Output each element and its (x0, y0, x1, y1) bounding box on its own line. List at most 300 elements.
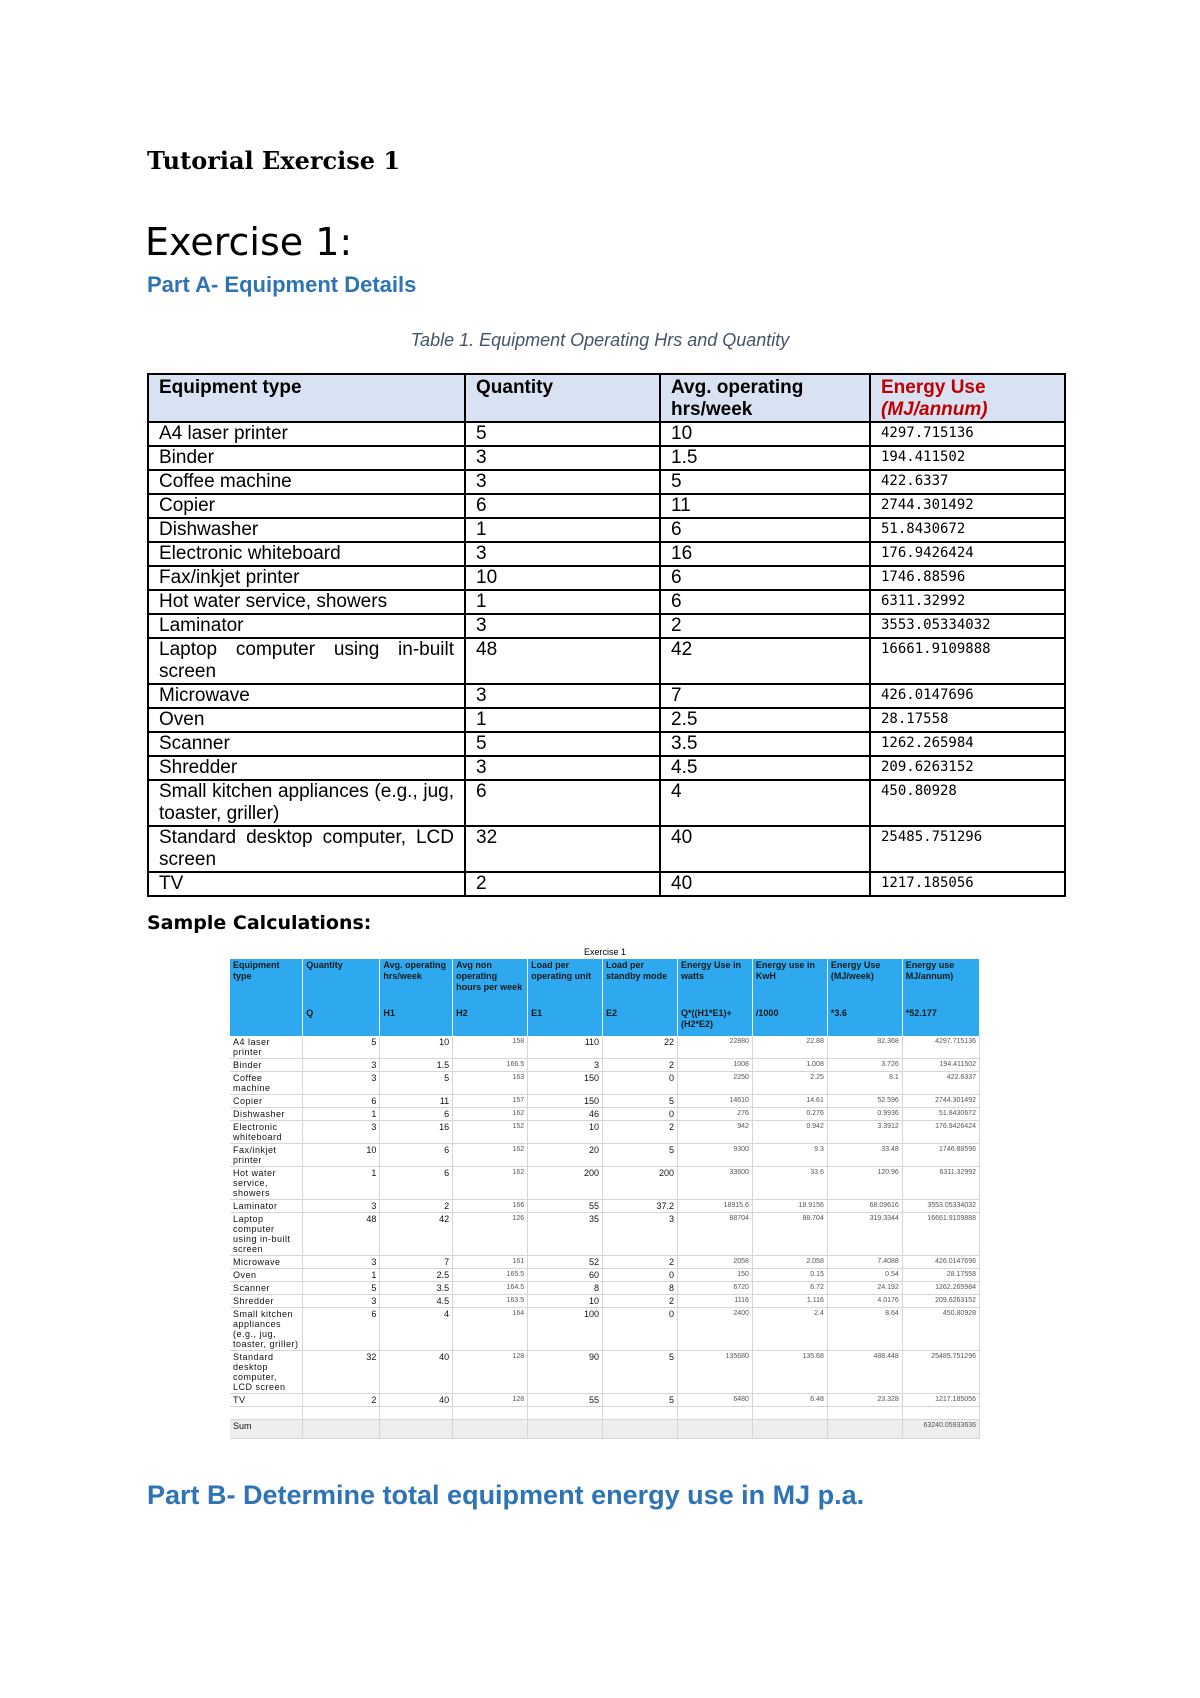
spreadsheet-header-cell: Load per standby mode (603, 959, 678, 1007)
spreadsheet-cell: 3.3912 (827, 1121, 902, 1144)
spreadsheet-cell: 164 (453, 1308, 528, 1351)
header-energy-unit: (MJ/annum) (881, 399, 988, 420)
table-row (148, 684, 1065, 708)
spreadsheet-cell: 110 (528, 1036, 603, 1059)
equipment-type-cell: Coffee machine (148, 470, 465, 494)
spreadsheet-header-cell: Energy use in KwH (752, 959, 827, 1007)
spreadsheet-cell: 3 (603, 1213, 678, 1256)
spreadsheet-cell: 23.328 (827, 1394, 902, 1407)
equipment-type-cell: Small kitchen appliances (e.g., jug, toaster, griller) (148, 780, 465, 826)
spreadsheet-row (230, 1282, 980, 1295)
spreadsheet-row (230, 1213, 980, 1256)
hours-cell: 7 (660, 684, 870, 708)
spreadsheet-cell (677, 1420, 752, 1439)
spreadsheet-blank-row (230, 1407, 980, 1420)
equipment-table-header (148, 374, 1065, 422)
spreadsheet-cell: 0.15 (752, 1269, 827, 1282)
spreadsheet-formula-cell (230, 1007, 303, 1036)
table-row (148, 542, 1065, 566)
quantity-cell: 3 (465, 756, 660, 780)
spreadsheet-cell: 4.0176 (827, 1295, 902, 1308)
spreadsheet-cell (380, 1420, 453, 1439)
spreadsheet-row (230, 1072, 980, 1095)
spreadsheet-cell: 128 (453, 1351, 528, 1394)
equipment-type-cell: TV (148, 872, 465, 896)
spreadsheet-cell: 22 (603, 1036, 678, 1059)
spreadsheet-cell: 1.5 (380, 1059, 453, 1072)
spreadsheet-row (230, 1256, 980, 1269)
spreadsheet-cell: 1116 (677, 1295, 752, 1308)
spreadsheet-cell: 0.9936 (827, 1108, 902, 1121)
spreadsheet-row (230, 1121, 980, 1144)
spreadsheet-cell: 161 (453, 1256, 528, 1269)
spreadsheet-header-cell: Energy use MJ/annum) (902, 959, 979, 1007)
part-a-heading: Part A- Equipment Details (147, 272, 417, 297)
energy-use-cell: 25485.751296 (870, 826, 1065, 872)
spreadsheet-cell: 6 (380, 1167, 453, 1200)
spreadsheet-cell: 3 (303, 1072, 380, 1095)
spreadsheet-cell: 6480 (677, 1394, 752, 1407)
equipment-type-cell: Binder (148, 446, 465, 470)
quantity-cell: 1 (465, 708, 660, 732)
spreadsheet-cell: 162 (453, 1108, 528, 1121)
spreadsheet-cell: 5 (603, 1351, 678, 1394)
spreadsheet-cell: 20 (528, 1144, 603, 1167)
spreadsheet-cell (303, 1420, 380, 1439)
spreadsheet-cell: Shredder (230, 1295, 303, 1308)
spreadsheet-cell: 14610 (677, 1095, 752, 1108)
spreadsheet-cell: 166 (453, 1200, 528, 1213)
spreadsheet-cell: 2 (380, 1200, 453, 1213)
spreadsheet-row (230, 1394, 980, 1407)
spreadsheet-image (230, 945, 980, 1439)
quantity-cell: 2 (465, 872, 660, 896)
spreadsheet-cell: 40 (380, 1394, 453, 1407)
spreadsheet-cell: 8 (603, 1282, 678, 1295)
spreadsheet-cell: 1 (303, 1167, 380, 1200)
spreadsheet-row (230, 1167, 980, 1200)
hours-cell: 11 (660, 494, 870, 518)
spreadsheet-cell: 33.48 (827, 1144, 902, 1167)
spreadsheet-cell (603, 1420, 678, 1439)
spreadsheet-sum-row (230, 1420, 980, 1439)
hours-cell: 6 (660, 518, 870, 542)
spreadsheet-cell: 2 (603, 1295, 678, 1308)
spreadsheet-cell: 157 (453, 1095, 528, 1108)
spreadsheet-cell: 52.596 (827, 1095, 902, 1108)
spreadsheet-cell: 120.96 (827, 1167, 902, 1200)
hours-cell: 42 (660, 638, 870, 684)
quantity-cell: 6 (465, 780, 660, 826)
spreadsheet-cell: 2.058 (752, 1256, 827, 1269)
spreadsheet-cell: 9.3 (752, 1144, 827, 1167)
spreadsheet-cell: Dishwasher (230, 1108, 303, 1121)
document-title: Tutorial Exercise 1 (147, 146, 401, 175)
quantity-cell: 10 (465, 566, 660, 590)
spreadsheet-cell: 135.68 (752, 1351, 827, 1394)
spreadsheet-cell: 18915.6 (677, 1200, 752, 1213)
spreadsheet-cell: 55 (528, 1200, 603, 1213)
spreadsheet-cell: 128 (453, 1394, 528, 1407)
energy-use-cell: 422.6337 (870, 470, 1065, 494)
spreadsheet-cell: 0 (603, 1269, 678, 1282)
spreadsheet-cell: 11 (380, 1095, 453, 1108)
spreadsheet-cell: 0 (603, 1108, 678, 1121)
hours-cell: 10 (660, 422, 870, 446)
spreadsheet-cell: Coffee machine (230, 1072, 303, 1095)
spreadsheet-formula-cell: *3.6 (827, 1007, 902, 1036)
hours-cell: 5 (660, 470, 870, 494)
quantity-cell: 3 (465, 542, 660, 566)
spreadsheet-cell: 2250 (677, 1072, 752, 1095)
table-row (148, 756, 1065, 780)
equipment-type-cell: A4 laser printer (148, 422, 465, 446)
spreadsheet-cell: 48 (303, 1213, 380, 1256)
equipment-table-body (148, 422, 1065, 896)
sum-value: 63240.05933636 (902, 1420, 979, 1439)
energy-use-cell: 28.17558 (870, 708, 1065, 732)
spreadsheet-cell: 2.4 (752, 1308, 827, 1351)
spreadsheet-cell: 88.704 (752, 1213, 827, 1256)
table-row (148, 518, 1065, 542)
spreadsheet-cell: 6720 (677, 1282, 752, 1295)
spreadsheet-cell: 450.80928 (902, 1308, 979, 1351)
energy-use-cell: 194.411502 (870, 446, 1065, 470)
quantity-cell: 1 (465, 518, 660, 542)
spreadsheet-cell: 164.5 (453, 1282, 528, 1295)
spreadsheet-cell: 4 (380, 1308, 453, 1351)
spreadsheet-cell (453, 1420, 528, 1439)
spreadsheet-cell: 3.5 (380, 1282, 453, 1295)
spreadsheet-cell: 5 (303, 1036, 380, 1059)
spreadsheet-cell: 10 (528, 1121, 603, 1144)
spreadsheet-row (230, 1295, 980, 1308)
spreadsheet-cell: Electronic whiteboard (230, 1121, 303, 1144)
energy-use-cell: 176.9426424 (870, 542, 1065, 566)
spreadsheet-cell: 2058 (677, 1256, 752, 1269)
spreadsheet-cell: 162 (453, 1144, 528, 1167)
quantity-cell: 3 (465, 446, 660, 470)
quantity-cell: 48 (465, 638, 660, 684)
spreadsheet-cell: 2 (303, 1394, 380, 1407)
spreadsheet-cell: 3553.05334032 (902, 1200, 979, 1213)
spreadsheet-cell: 9300 (677, 1144, 752, 1167)
spreadsheet-cell: Scanner (230, 1282, 303, 1295)
spreadsheet-cell: 1.116 (752, 1295, 827, 1308)
spreadsheet-table (230, 959, 980, 1439)
table-row (148, 638, 1065, 684)
spreadsheet-cell: 6 (380, 1108, 453, 1121)
spreadsheet-header-cell: Quantity (303, 959, 380, 1007)
header-energy-use (870, 374, 1065, 422)
header-hours: Avg. operating hrs/week (660, 374, 870, 422)
hours-cell: 6 (660, 590, 870, 614)
spreadsheet-cell: 150 (677, 1269, 752, 1282)
spreadsheet-cell: 2 (603, 1256, 678, 1269)
energy-use-cell: 3553.05334032 (870, 614, 1065, 638)
spreadsheet-cell: 319.3344 (827, 1213, 902, 1256)
spreadsheet-cell: 0.942 (752, 1121, 827, 1144)
hours-cell: 4 (660, 780, 870, 826)
spreadsheet-formula-cell: Q (303, 1007, 380, 1036)
spreadsheet-cell: 942 (677, 1121, 752, 1144)
table-caption: Table 1. Equipment Operating Hrs and Quantity (410, 330, 790, 350)
equipment-type-cell: Electronic whiteboard (148, 542, 465, 566)
table-row (148, 494, 1065, 518)
spreadsheet-cell: 158 (453, 1036, 528, 1059)
hours-cell: 40 (660, 826, 870, 872)
spreadsheet-cell: 88704 (677, 1213, 752, 1256)
quantity-cell: 3 (465, 470, 660, 494)
quantity-cell: 5 (465, 732, 660, 756)
spreadsheet-row (230, 1036, 980, 1059)
energy-use-cell: 16661.9109888 (870, 638, 1065, 684)
spreadsheet-formula-cell: E1 (528, 1007, 603, 1036)
spreadsheet-cell: 3 (303, 1059, 380, 1072)
hours-cell: 3.5 (660, 732, 870, 756)
table-row (148, 614, 1065, 638)
spreadsheet-cell: 1746.88596 (902, 1144, 979, 1167)
quantity-cell: 1 (465, 590, 660, 614)
spreadsheet-cell: 166.5 (453, 1059, 528, 1072)
table-row (148, 708, 1065, 732)
spreadsheet-cell: 42 (380, 1213, 453, 1256)
quantity-cell: 5 (465, 422, 660, 446)
energy-use-cell: 4297.715136 (870, 422, 1065, 446)
energy-use-cell: 450.80928 (870, 780, 1065, 826)
spreadsheet-cell: 24.192 (827, 1282, 902, 1295)
spreadsheet-cell: 5 (603, 1394, 678, 1407)
spreadsheet-cell: 194.411502 (902, 1059, 979, 1072)
hours-cell: 2.5 (660, 708, 870, 732)
spreadsheet-cell: 7.4088 (827, 1256, 902, 1269)
equipment-type-cell: Scanner (148, 732, 465, 756)
energy-use-cell: 1746.88596 (870, 566, 1065, 590)
header-equipment-type: Equipment type (148, 374, 465, 422)
spreadsheet-cell: 6311.32992 (902, 1167, 979, 1200)
spreadsheet-cell: 2.5 (380, 1269, 453, 1282)
spreadsheet-formula-cell: /1000 (752, 1007, 827, 1036)
spreadsheet-header-cell: Energy Use (MJ/week) (827, 959, 902, 1007)
energy-use-cell: 2744.301492 (870, 494, 1065, 518)
table-row (148, 780, 1065, 826)
equipment-table (147, 373, 1066, 897)
spreadsheet-header-cell: Equipment type (230, 959, 303, 1007)
spreadsheet-cell: 33.6 (752, 1167, 827, 1200)
header-energy-label: Energy Use (881, 377, 986, 398)
equipment-type-cell: Hot water service, showers (148, 590, 465, 614)
table-row (148, 590, 1065, 614)
spreadsheet-cell: 3 (303, 1121, 380, 1144)
spreadsheet-cell: 2 (603, 1121, 678, 1144)
spreadsheet-cell: 4297.715136 (902, 1036, 979, 1059)
energy-use-cell: 1262.265984 (870, 732, 1065, 756)
spreadsheet-row (230, 1269, 980, 1282)
quantity-cell: 32 (465, 826, 660, 872)
quantity-cell: 6 (465, 494, 660, 518)
spreadsheet-cell: 6 (303, 1095, 380, 1108)
spreadsheet-cell: 1.008 (752, 1059, 827, 1072)
spreadsheet-cell: 10 (380, 1036, 453, 1059)
hours-cell: 2 (660, 614, 870, 638)
equipment-type-cell: Laptop computer using in-built screen (148, 638, 465, 684)
spreadsheet-cell: 22.88 (752, 1036, 827, 1059)
spreadsheet-row (230, 1144, 980, 1167)
spreadsheet-cell: 200 (603, 1167, 678, 1200)
spreadsheet-cell: 8 (528, 1282, 603, 1295)
spreadsheet-cell: 68.09616 (827, 1200, 902, 1213)
spreadsheet-cell: 5 (380, 1072, 453, 1095)
spreadsheet-cell: 35 (528, 1213, 603, 1256)
energy-use-cell: 6311.32992 (870, 590, 1065, 614)
table-row (148, 872, 1065, 896)
spreadsheet-cell: 1 (303, 1269, 380, 1282)
spreadsheet-cell: 0.276 (752, 1108, 827, 1121)
equipment-type-cell: Shredder (148, 756, 465, 780)
spreadsheet-cell: 488.448 (827, 1351, 902, 1394)
spreadsheet-cell: 162 (453, 1167, 528, 1200)
spreadsheet-cell: 1008 (677, 1059, 752, 1072)
spreadsheet-cell: 3 (303, 1256, 380, 1269)
spreadsheet-cell: 22880 (677, 1036, 752, 1059)
spreadsheet-cell: 1 (303, 1108, 380, 1121)
spreadsheet-formula-row (230, 1007, 980, 1036)
spreadsheet-body (230, 1036, 980, 1439)
spreadsheet-cell: Oven (230, 1269, 303, 1282)
spreadsheet-cell (827, 1420, 902, 1439)
spreadsheet-cell: 135680 (677, 1351, 752, 1394)
sum-label: Sum (230, 1420, 303, 1439)
spreadsheet-cell: 40 (380, 1351, 453, 1394)
part-b-heading: Part B- Determine total equipment energy use in MJ p.a. (147, 1480, 865, 1510)
spreadsheet-cell: Laptop computer using in-built screen (230, 1213, 303, 1256)
spreadsheet-cell: 209.6263152 (902, 1295, 979, 1308)
spreadsheet-cell: 7 (380, 1256, 453, 1269)
spreadsheet-cell: 33600 (677, 1167, 752, 1200)
spreadsheet-cell: Hot water service, showers (230, 1167, 303, 1200)
spreadsheet-cell: 176.9426424 (902, 1121, 979, 1144)
spreadsheet-cell: Laminator (230, 1200, 303, 1213)
spreadsheet-formula-cell: Q*((H1*E1)+(H2*E2) (677, 1007, 752, 1036)
spreadsheet-row (230, 1059, 980, 1072)
spreadsheet-header-cell: Energy Use in watts (677, 959, 752, 1007)
spreadsheet-row (230, 1200, 980, 1213)
spreadsheet-formula-cell: *52.177 (902, 1007, 979, 1036)
spreadsheet-cell: 6.72 (752, 1282, 827, 1295)
spreadsheet-cell: 16661.9109888 (902, 1213, 979, 1256)
equipment-type-cell: Fax/inkjet printer (148, 566, 465, 590)
spreadsheet-cell: 2744.301492 (902, 1095, 979, 1108)
spreadsheet-cell: 152 (453, 1121, 528, 1144)
spreadsheet-cell: 90 (528, 1351, 603, 1394)
spreadsheet-cell: 276 (677, 1108, 752, 1121)
spreadsheet-cell: 55 (528, 1394, 603, 1407)
sample-calculations-label: Sample Calculations: (147, 912, 372, 934)
table-row (148, 470, 1065, 494)
quantity-cell: 3 (465, 614, 660, 638)
spreadsheet-cell: Fax/inkjet printer (230, 1144, 303, 1167)
equipment-type-cell: Laminator (148, 614, 465, 638)
spreadsheet-cell: 163 (453, 1072, 528, 1095)
table-row (148, 446, 1065, 470)
spreadsheet-header-cell: Load per operating unit (528, 959, 603, 1007)
spreadsheet-header-cell: Avg. operating hrs/week (380, 959, 453, 1007)
spreadsheet-formula-cell: E2 (603, 1007, 678, 1036)
hours-cell: 6 (660, 566, 870, 590)
spreadsheet-cell: 5 (303, 1282, 380, 1295)
spreadsheet-cell: Copier (230, 1095, 303, 1108)
spreadsheet-cell: 2400 (677, 1308, 752, 1351)
spreadsheet-cell: 1262.265984 (902, 1282, 979, 1295)
spreadsheet-cell: 163.5 (453, 1295, 528, 1308)
spreadsheet-cell (528, 1420, 603, 1439)
spreadsheet-cell: 3 (303, 1295, 380, 1308)
spreadsheet-cell: 0 (603, 1072, 678, 1095)
spreadsheet-cell: 3 (528, 1059, 603, 1072)
spreadsheet-cell: 2.25 (752, 1072, 827, 1095)
spreadsheet-cell: 52 (528, 1256, 603, 1269)
spreadsheet-cell: 10 (528, 1295, 603, 1308)
equipment-type-cell: Dishwasher (148, 518, 465, 542)
spreadsheet-cell: 150 (528, 1072, 603, 1095)
spreadsheet-cell: 422.6337 (902, 1072, 979, 1095)
energy-use-cell: 51.8430672 (870, 518, 1065, 542)
spreadsheet-cell: 165.5 (453, 1269, 528, 1282)
spreadsheet-row (230, 1351, 980, 1394)
spreadsheet-cell: 5 (603, 1095, 678, 1108)
equipment-type-cell: Oven (148, 708, 465, 732)
spreadsheet-cell: 37.2 (603, 1200, 678, 1213)
spreadsheet-cell: 10 (303, 1144, 380, 1167)
spreadsheet-cell: 150 (528, 1095, 603, 1108)
equipment-type-cell: Standard desktop computer, LCD screen (148, 826, 465, 872)
spreadsheet-cell: 51.8430672 (902, 1108, 979, 1121)
spreadsheet-row (230, 1095, 980, 1108)
spreadsheet-cell: 0 (603, 1308, 678, 1351)
energy-use-cell: 209.6263152 (870, 756, 1065, 780)
energy-use-cell: 426.0147696 (870, 684, 1065, 708)
spreadsheet-cell: 3 (303, 1200, 380, 1213)
spreadsheet-cell: 8.64 (827, 1308, 902, 1351)
table-row (148, 732, 1065, 756)
spreadsheet-cell: 82.368 (827, 1036, 902, 1059)
spreadsheet-header-row (230, 959, 980, 1007)
table-row (148, 422, 1065, 446)
hours-cell: 40 (660, 872, 870, 896)
spreadsheet-cell: A4 laser printer (230, 1036, 303, 1059)
spreadsheet-cell: 46 (528, 1108, 603, 1121)
spreadsheet-cell: Standard desktop computer, LCD screen (230, 1351, 303, 1394)
spreadsheet-cell: 1217.185056 (902, 1394, 979, 1407)
spreadsheet-row (230, 1308, 980, 1351)
spreadsheet-cell: TV (230, 1394, 303, 1407)
spreadsheet-cell: 5 (603, 1144, 678, 1167)
spreadsheet-formula-cell: H1 (380, 1007, 453, 1036)
spreadsheet-cell: 6.48 (752, 1394, 827, 1407)
equipment-type-cell: Copier (148, 494, 465, 518)
table-row (148, 826, 1065, 872)
spreadsheet-cell: 4.5 (380, 1295, 453, 1308)
equipment-type-cell: Microwave (148, 684, 465, 708)
spreadsheet-cell: 6 (380, 1144, 453, 1167)
spreadsheet-cell: 14.61 (752, 1095, 827, 1108)
spreadsheet-title: Exercise 1 (583, 947, 627, 957)
spreadsheet-cell: 2 (603, 1059, 678, 1072)
spreadsheet-formula-cell: H2 (453, 1007, 528, 1036)
spreadsheet-cell: 3.726 (827, 1059, 902, 1072)
hours-cell: 1.5 (660, 446, 870, 470)
spreadsheet-row (230, 1108, 980, 1121)
